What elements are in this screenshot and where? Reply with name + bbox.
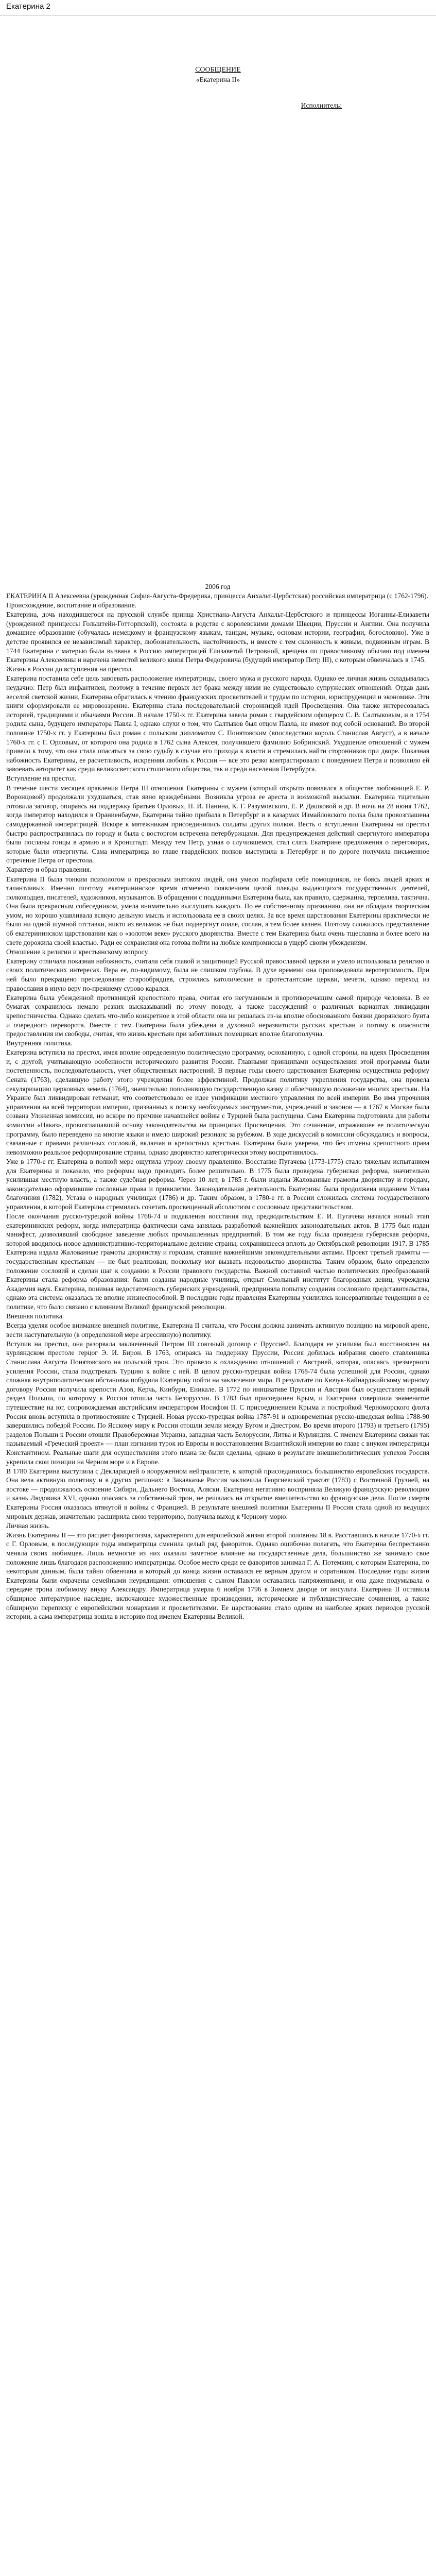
body-paragraph: Вступив на престол, она разорвала заключенный Петром III союзный договор с Пруссией. Благодаря ее усилиям был восстановлен на курляндском престоле герцог Э. И. Бирон. В 1763, опираясь на поддержку Пруссии, Россия добилась избрания своего ставленника Станислава Августа Понятовского на польский трон. Это привело к охлаждению отношений с Австрией, которая, опасаясь чрезмерного усиления России, стала подстрекать Турцию к войне с ней. В целом русско-турецкая война 1768-74 была успешной для России, однако сложная внутриполитическая обстановка побудила Екатерину пойти на заключение мира. В результате по Кючук-Кайнарджийскому мирному договору Россия получила крепости Азов, Керчь, Кинбурн, Еникале. В 1772 по инициативе Пруссии и Австрии был осуществлен первый раздел Польши, по которому к России отошла часть Белоруссии. В 1783 был присоединен Крым, и Екатерина совершила знаменитое путешествие на юг, сопровождаемая австрийским императором Иосифом II. С присоединением Крыма и постройкой Черноморского флота Россия вновь вступила в противостояние с Турцией. Новая русско-турецкая война 1787-91 и одновременная русско-шведская война 1788-90 завершились победой России. По Ясскому миру к России отошли земли между Бугом и Днестром. Во время второго (1793) и третьего (1795) разделов Польши к России отошли Правобережная Украина, западная часть Белоруссии, Литва и Курляндия. С именем Екатерины связан так называемый «Греческий проект» — план изгнания турок из Европы и восстановления Византийской империи во главе с внуком императрицы Константином. Реальные шаги для осуществления этого плана не были сделаны, однако в результате внешнеполитических успехов Россия укрепила свои позиции на Черном море и в Европе. bbox=[6, 1340, 429, 1466]
body-paragraph: После окончания русско-турецкой войны 1768-74 и подавления восстания под предводительством Е. И. Пугачева начался новый этап екатерининских реформ, когда императрица фактически сама занялась разработкой важнейших законодательных актов. В 1775 был издан манифест, дозволявший свободное заведение любых промышленных предприятий. В том же году была проведена губернская реформа, которой вводилось новое административно-территориальное деление страны, сохранявшееся вплоть до Октябрьской революции 1917. В 1785 Екатерина издала Жалованные грамоты дворянству и городам, ставшие важнейшими законодательными актами. Проект третьей грамоты — государственным крестьянам — не был реализован, поскольку мог вызвать недовольство дворянства. Таким образом, было определено положение сословий и сделан шаг к созданию в России правового государства. Важной составной частью политических преобразований Екатерины стала реформа образования: были созданы народные училища, открыт Смольный институт благородных девиц, учреждена Академия наук. Екатерина, понимая недостаточность губернских учреждений, предприняла попытку создания сословного представительства, однако эта система оказалась не вполне жизнеспособной. В последние годы правления Екатерины усилились консервативные тенденции в ее политике, что было связано с влиянием Великой французской революции. bbox=[6, 1212, 429, 1311]
section-heading: Внешняя политика. bbox=[6, 1312, 64, 1320]
year-line: 2006 год bbox=[205, 583, 231, 590]
body-paragraph: Екатерину отличала показная набожность, считала себя главой и защитницей Русской православной церкви и умело использовала религию в своих политических интересах. Вера ее, по-видимому, была не слишком глубока. В духе времени она проповедовала веротерпимость. При ней было прекращено преследование старообрядцев, строились католические и протестантские церкви, мечети, однако переход из православия в иную веру по-прежнему сурово карался. bbox=[6, 957, 429, 992]
section-heading: Происхождение, воспитание и образование. bbox=[6, 601, 136, 609]
section-heading: Характер и образ правления. bbox=[6, 866, 92, 874]
section-heading: Жизнь в России до вступления на престол. bbox=[6, 665, 133, 673]
document-body bbox=[6, 582, 429, 1621]
cover-label: СООБЩЕНИЕ bbox=[195, 65, 241, 73]
body-paragraph: Екатерина была убежденной противницей крепостного права, считая его негуманным и противоречащим самой природе человека. В ее бумагах сохранилось немало резких высказываний по этому поводу, а также рассуждений о различных вариантах ликвидации крепостничества. Однако сделать что-либо конкретное в этой области она не решалась из-за вполне обоснованного боязни дворянского бунта и очередного переворота. Вместе с тем Екатерина была убеждена в духовной неразвитости русских крестьян и потому в опасности предоставления им свободы, считая, что жизнь крестьян при заботливых помещиках вполне благополучна. bbox=[6, 993, 429, 1038]
body-paragraph: В 1780 Екатерина выступила с Декларацией о вооруженном нейтралитете, к которой присоединилось большинство европейских государств. Она вела активную политику и в других регионах: в Закавказье Россия заключила Георгиевский трактат (1783) с Восточной Грузией, на востоке — продолжалось освоение Сибири, Дальнего Востока, Аляски. Екатерина негативно восприняла Великую французскую революцию и казнь Людовика XVI, однако опасаясь за собственный трон, не решалась на открытое вмешательство во французские дела. После смерти Екатерины Россия оказалась втянутой в войны с Францией. В результате внешней политики Екатерины II Россия стала одной из ведущих мировых держав, значительно расширила свою территорию, получила выход к Черному морю. bbox=[6, 1467, 429, 1520]
body-paragraph: Екатерина вступила на престол, имея вполне определенную политическую программу, основанную, с одной стороны, на идеях Просвещения и, с другой, учитывающую особенности исторического развития России. Главными принципами осуществления этой программы были постепенность, последовательность, учет общественных настроений. В первые годы своего царствования Екатерина осуществила реформу Сената (1763), сделавшую работу этого учреждения более эффективной. Продолжая политику укрепления государства, она провела секуляризацию церковных земель (1764), значительно пополнившую государственную казну и облегчившую положение многих крестьян. На Украине был ликвидирован гетманат, что соответствовало ее идее унификации местного управления по всей империи. Во имя упрочения управления на всей территории империи, призванных к поиску необходимых инструментов, учреждений и законов — в 1767 в Москве была созвана Уложенная комиссия, но вскоре по причине начавшейся войны с Турцией была распущена. Сама Екатерина подготовила для работы комиссии «Наказ», провозглашавший основу законодательства на принципах Просвещения. Это сочинение, отражавшее ее политическую программу, было переведено на многие языки и имело широкий резонанс за рубежом. В ходе дискуссий в комиссии обсуждались и вопросы, связанные с правами различных сословий, включая и крепостных крестьян. Екатерина была уверена, что без отмены крепостного права невозможно реальное реформирование страны, однако дворянство категорически этому воспротивилось. bbox=[6, 1048, 429, 1156]
section-heading: Отношение к религии и крестьянскому вопросу. bbox=[6, 947, 149, 956]
body-paragraph: Личная жизнь. bbox=[6, 1521, 50, 1530]
section-heading: Вступление на престол. bbox=[6, 774, 77, 783]
top-divider bbox=[0, 15, 436, 16]
body-paragraph: Уже в 1770-е гг. Екатерина в полной мере ощутила угрозу своему правлению. Восстание Пугачева (1773-1775) стало тяжелым испытанием для Екатерины и показало, что реформы надо проводить более решительно. В 1775 была проведена губернская реформа, значительно усилившая местную власть, а также судебная реформа. Через 10 лет, в 1785 г. были изданы Жалованные грамоты дворянству и городам, законодательно оформившие сословные права и привилегии. Законодательная деятельность Екатерины была продолжена изданием Устава благочиния (1782), Устава о народных училищах (1786) и др. Таким образом, в 1780-е гг. в России сложилась система государственного управления, в которой Екатерина стремилась сочетать просвещенный абсолютизм с сословным представительством. bbox=[6, 1157, 429, 1211]
section-heading: Внутренняя политика. bbox=[6, 1039, 73, 1047]
body-paragraph: В течение шести месяцев правления Петра III отношения Екатерины с мужем (который открыто появлялся в обществе любовницей Е. Р. Воронцовой) продолжали ухудшаться, став явно враждебными. Возникла угроза ее ареста и возможной высылки. Екатерина тщательно готовила заговор, опираясь на поддержку братьев Орловых, Н. И. Панина, К. Г. Разумовского, Е. Р. Дашковой и др. В ночь на 28 июня 1762, когда император находился в Ораниенбауме, Екатерина тайно прибыла в Петербург и в казармах Измайловского полка была провозглашена самодержавной императрицей. Вскоре к мятежникам присоединились солдаты других полков. Весть о вступлении Екатерины на престол быстро распространилась по городу и была с восторгом встречена петербуржцами. Для предупреждения действий свергнутого императора были посланы гонцы в армию и в Кронштадт. Между тем Петр, узнав о случившемся, стал слать Екатерине предложения о переговорах, которые были отвергнуты. Сама императрица во главе гвардейских полков выступила в Петербург и по дороге получила письменное отречение Петра от престола. bbox=[6, 784, 429, 865]
body-paragraph: Жизнь Екатерины II — это расцвет фаворитизма, характерного для европейской жизни второй половины 18 в. Расставшись в начале 1770-х гг. с Г. Орловым, в последующие годы императрица сменила целый ряд фаворитов. Однако ошибочно полагать, что Екатерина беспрестанно меняла своих любимцев. Лишь немногие из них оказали заметное влияние на государственные дела, большинство же занимало свое положение лишь благодаря расположению императрицы. Особое место среди ее фаворитов занимал Г. А. Потемкин, с которым Екатерина, по некоторым данным, была тайно обвенчана и который до конца жизни оставался ее верным другом и соратником. Последние годы жизни Екатерины были омрачены семейными неурядицами: отношения с сыном Павлом оставались напряженными, и она даже подумывала о передаче трона любимому внуку Александру. Императрица умерла 6 ноября 1796 в Зимнем дворце от инсульта. Екатерина II оставила обширное литературное наследие, включающее художественные произведения, исторические и публицистические сочинения, а также обширную переписку с европейскими монархами и просветителями. Ее царствование стало одним из наиболее ярких периодов русской истории, а сама императрица вошла в историю под именем Екатерины Великой. bbox=[6, 1531, 429, 1621]
body-paragraph: Екатерина, дочь находившегося на прусской службе принца Христиана-Августа Анхальт-Цербстского и принцессы Иоганны-Елизаветы (урожденной принцессы Гольштейн-Готторпской), состояла в родстве с королевскими домами Швеции, Пруссии и Англии. Она получила домашнее образование (обучалась немецкому и французскому языкам, танцам, музыке, основам истории, географии, богословию). Уже в детстве проявился ее независимый характер, любознательность, настойчивость, и вместе с тем склонность к живым, подвижным играм. В 1744 Екатерина с матерью была вызвана в Россию императрицей Елизаветой Петровной, крещена по православному обычаю под именем Екатерины Алексеевны и наречена невестой великого князя Петра Федоровича (будущий император Петр III), с которым обвенчалась в 1745. bbox=[6, 611, 429, 664]
cover-block bbox=[0, 65, 436, 84]
body-paragraph: ЕКАТЕРИНА II Алексеевна (урожденная София-Августа-Фредерика, принцесса Анхальт-Цербстская) российская императрица (с 1762-1796). bbox=[6, 592, 428, 600]
body-paragraph: Екатерина II была тонким психологом и прекрасным знатоком людей, она умело подбирала себе помощников, не боясь людей ярких и талантливых. Именно поэтому екатерининское время отмечено появлением целой плеяды выдающихся государственных деятелей, полководцев, писателей, художников, музыкантов. В обращении с подданными Екатерина была, как правило, сдержанна, терпелива, тактична. Она была прекрасным собеседником, умела внимательно выслушать каждого. По ее собственному признанию, она не обладала творческим умом, но хорошо улавливала всякую дельную мысль и использовала ее в своих целях. За все время царствования Екатерины практически не было ни одной шумной отставки, никто из вельмож не был подвергнут опале, сослан, а тем более казнен. Поэтому сложилось представление об екатерининском царствовании как о «золотом веке» русского дворянства. Вместе с тем Екатерина была очень тщеславна и более всего на свете дорожила своей властью. Ради ее сохранения она готова пойти на любые компромиссы в ущерб своим убеждениям. bbox=[6, 875, 429, 946]
cover-subtitle: «Екатерина II» bbox=[196, 75, 240, 83]
body-paragraph: Екатерина поставила себе цель завоевать расположение императрицы, своего мужа и русского народа. Однако ее личная жизнь складывалась неудачно: Петр был инфантилен, поэтому в течение первых лет брака между ними не существовало супружеских отношений. Отдав дань веселой светской жизни, Екатерина обратилась к чтению французских просветителей и трудам по истории, юриспруденции и экономике. Эти книги сформировали ее мировоззрение. Екатерина стала последовательной сторонницей идей Просвещения. Она также интересовалась историей, традициями и обычаями России. В начале 1750-х гг. Екатерина завела роман с гвардейским офицером С. В. Салтыковым, и в 1754 родила сына, будущего императора Павла I, однако слухи о том, что Салтыков был отцом Павла, не имеют под собой оснований. Во второй половине 1750-х гг. у Екатерины был роман с польским дипломатом С. Понятовским (впоследствии король Станислав Август), а в начале 1760-х гг. с Г. Орловым, от которого она родила в 1762 сына Алексея, получившего фамилию Бобринский. Ухудшение отношений с мужем привело к тому, что она стала опасаться за свою судьбу в случае его прихода к власти и стремилась найти сторонников при дворе. Показная набожность Екатерины, ее расчетливость, искренняя любовь к России — все это резко контрастировало с поведением Петра и позволило ей завоевать авторитет как среди великосветского столичного общества, так и среди населения Петербурга. bbox=[6, 674, 429, 773]
performer-label: Исполнитель: bbox=[301, 101, 342, 109]
page-title: Екатерина 2 bbox=[6, 2, 50, 11]
body-paragraph: Всегда уделяя особое внимание внешней политике, Екатерина II считала, что Россия должна занимать активную позицию на мировой арене, вести наступательную (в определенной мере агрессивную) политику. bbox=[6, 1321, 429, 1338]
